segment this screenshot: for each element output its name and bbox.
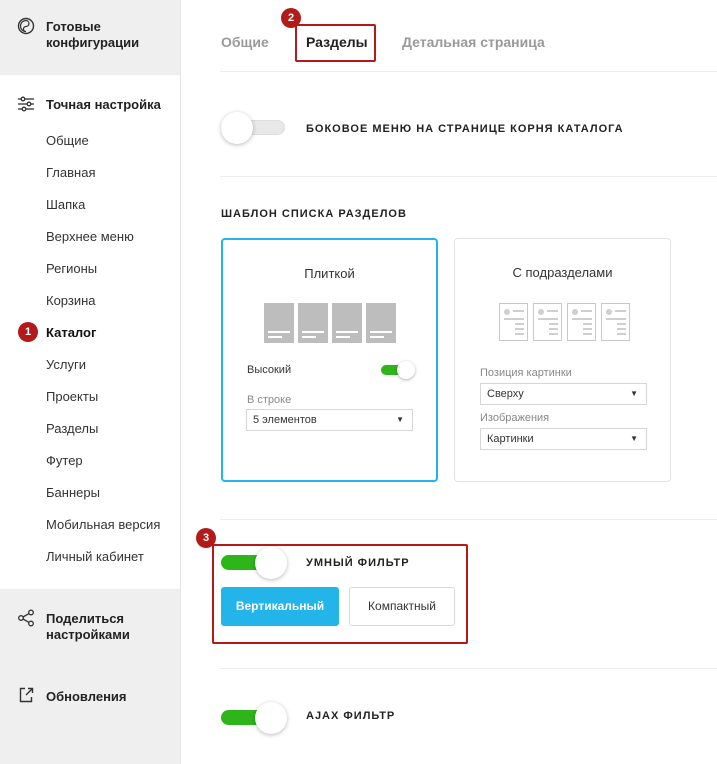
tile-template-card[interactable] [221,238,438,482]
image-position-label: Позиция картинки [480,367,572,379]
sidebar-item-top-menu[interactable]: Верхнее меню [46,229,134,244]
sub-card-title: С подразделами [512,265,613,280]
subsection-preview [567,303,596,341]
updates-block[interactable] [0,664,180,764]
share-settings-block[interactable] [0,589,180,664]
smart-filter-toggle-knob [255,547,287,579]
updates-label: Обновления [46,689,127,704]
subsection-preview [601,303,630,341]
tabs-divider [220,71,717,72]
subsection-preview [499,303,528,341]
tab-general[interactable]: Общие [221,34,269,50]
template-section-title: ШАБЛОН СПИСКА РАЗДЕЛОВ [221,208,407,220]
share-settings-label: Поделиться настройками [46,611,130,642]
sidebar-item-header[interactable]: Шапка [46,197,86,212]
divider-1 [220,176,717,177]
per-row-value: 5 элементов [253,414,317,426]
side-menu-toggle[interactable] [221,112,287,144]
ajax-filter-toggle[interactable] [221,702,287,734]
tab-detail-page[interactable]: Детальная страница [402,34,545,50]
annotation-badge-3: 3 [196,528,216,548]
sidebar [0,0,181,764]
smart-filter-toggle[interactable] [221,547,287,579]
sidebar-item-cart[interactable]: Корзина [46,293,96,308]
tab-sections[interactable]: Разделы [306,34,368,50]
tile-preview [264,303,294,343]
sidebar-item-general[interactable]: Общие [46,133,89,148]
tab-highlight-frame [295,24,376,62]
sidebar-item-cabinet[interactable]: Личный кабинет [46,549,144,564]
image-position-value: Сверху [487,388,524,400]
images-value: Картинки [487,433,534,445]
sidebar-item-projects[interactable]: Проекты [46,389,99,404]
sidebar-item-banners[interactable]: Баннеры [46,485,100,500]
fine-tuning-label: Точная настройка [46,97,161,112]
image-position-select[interactable] [480,383,647,405]
images-label: Изображения [480,412,550,424]
update-icon [17,686,35,704]
divider-2 [220,519,717,520]
side-menu-label: БОКОВОЕ МЕНЮ НА СТРАНИЦЕ КОРНЯ КАТАЛОГА [306,123,624,135]
ready-configs-label: Готовые конфигурации [46,19,140,50]
sidebar-item-footer[interactable]: Футер [46,453,83,468]
annotation-badge-2: 2 [281,8,301,28]
sidebar-item-mobile[interactable]: Мобильная версия [46,517,161,532]
share-icon [17,609,35,627]
palette-icon [17,17,35,35]
sidebar-item-catalog[interactable]: Каталог [46,325,97,340]
tall-toggle[interactable] [381,361,415,379]
tile-preview [332,303,362,343]
ajax-filter-label: AJAX ФИЛЬТР [306,710,396,722]
chevron-down-icon: ▼ [630,389,638,398]
per-row-select[interactable] [246,409,413,431]
smart-filter-label: УМНЫЙ ФИЛЬТР [306,557,410,569]
vertical-filter-button[interactable]: Вертикальный [221,587,339,626]
divider-3 [220,668,717,669]
chevron-down-icon: ▼ [630,434,638,443]
tile-preview [366,303,396,343]
tile-preview [298,303,328,343]
annotation-badge-1: 1 [18,322,38,342]
tile-card-title: Плиткой [304,266,355,281]
images-select[interactable] [480,428,647,450]
subsections-template-card[interactable] [454,238,671,482]
sidebar-item-sections[interactable]: Разделы [46,421,99,436]
tall-label: Высокий [247,364,292,376]
subsection-preview [533,303,562,341]
tall-toggle-knob [397,361,415,379]
ready-configs-block[interactable] [0,0,180,75]
sliders-icon [17,95,35,113]
per-row-label: В строке [247,394,292,406]
sidebar-item-main[interactable]: Главная [46,165,96,180]
compact-filter-button[interactable]: Компактный [349,587,455,626]
chevron-down-icon: ▼ [396,415,404,424]
ajax-filter-toggle-knob [255,702,287,734]
sidebar-item-services[interactable]: Услуги [46,357,86,372]
sidebar-item-regions[interactable]: Регионы [46,261,98,276]
side-menu-toggle-knob [221,112,253,144]
